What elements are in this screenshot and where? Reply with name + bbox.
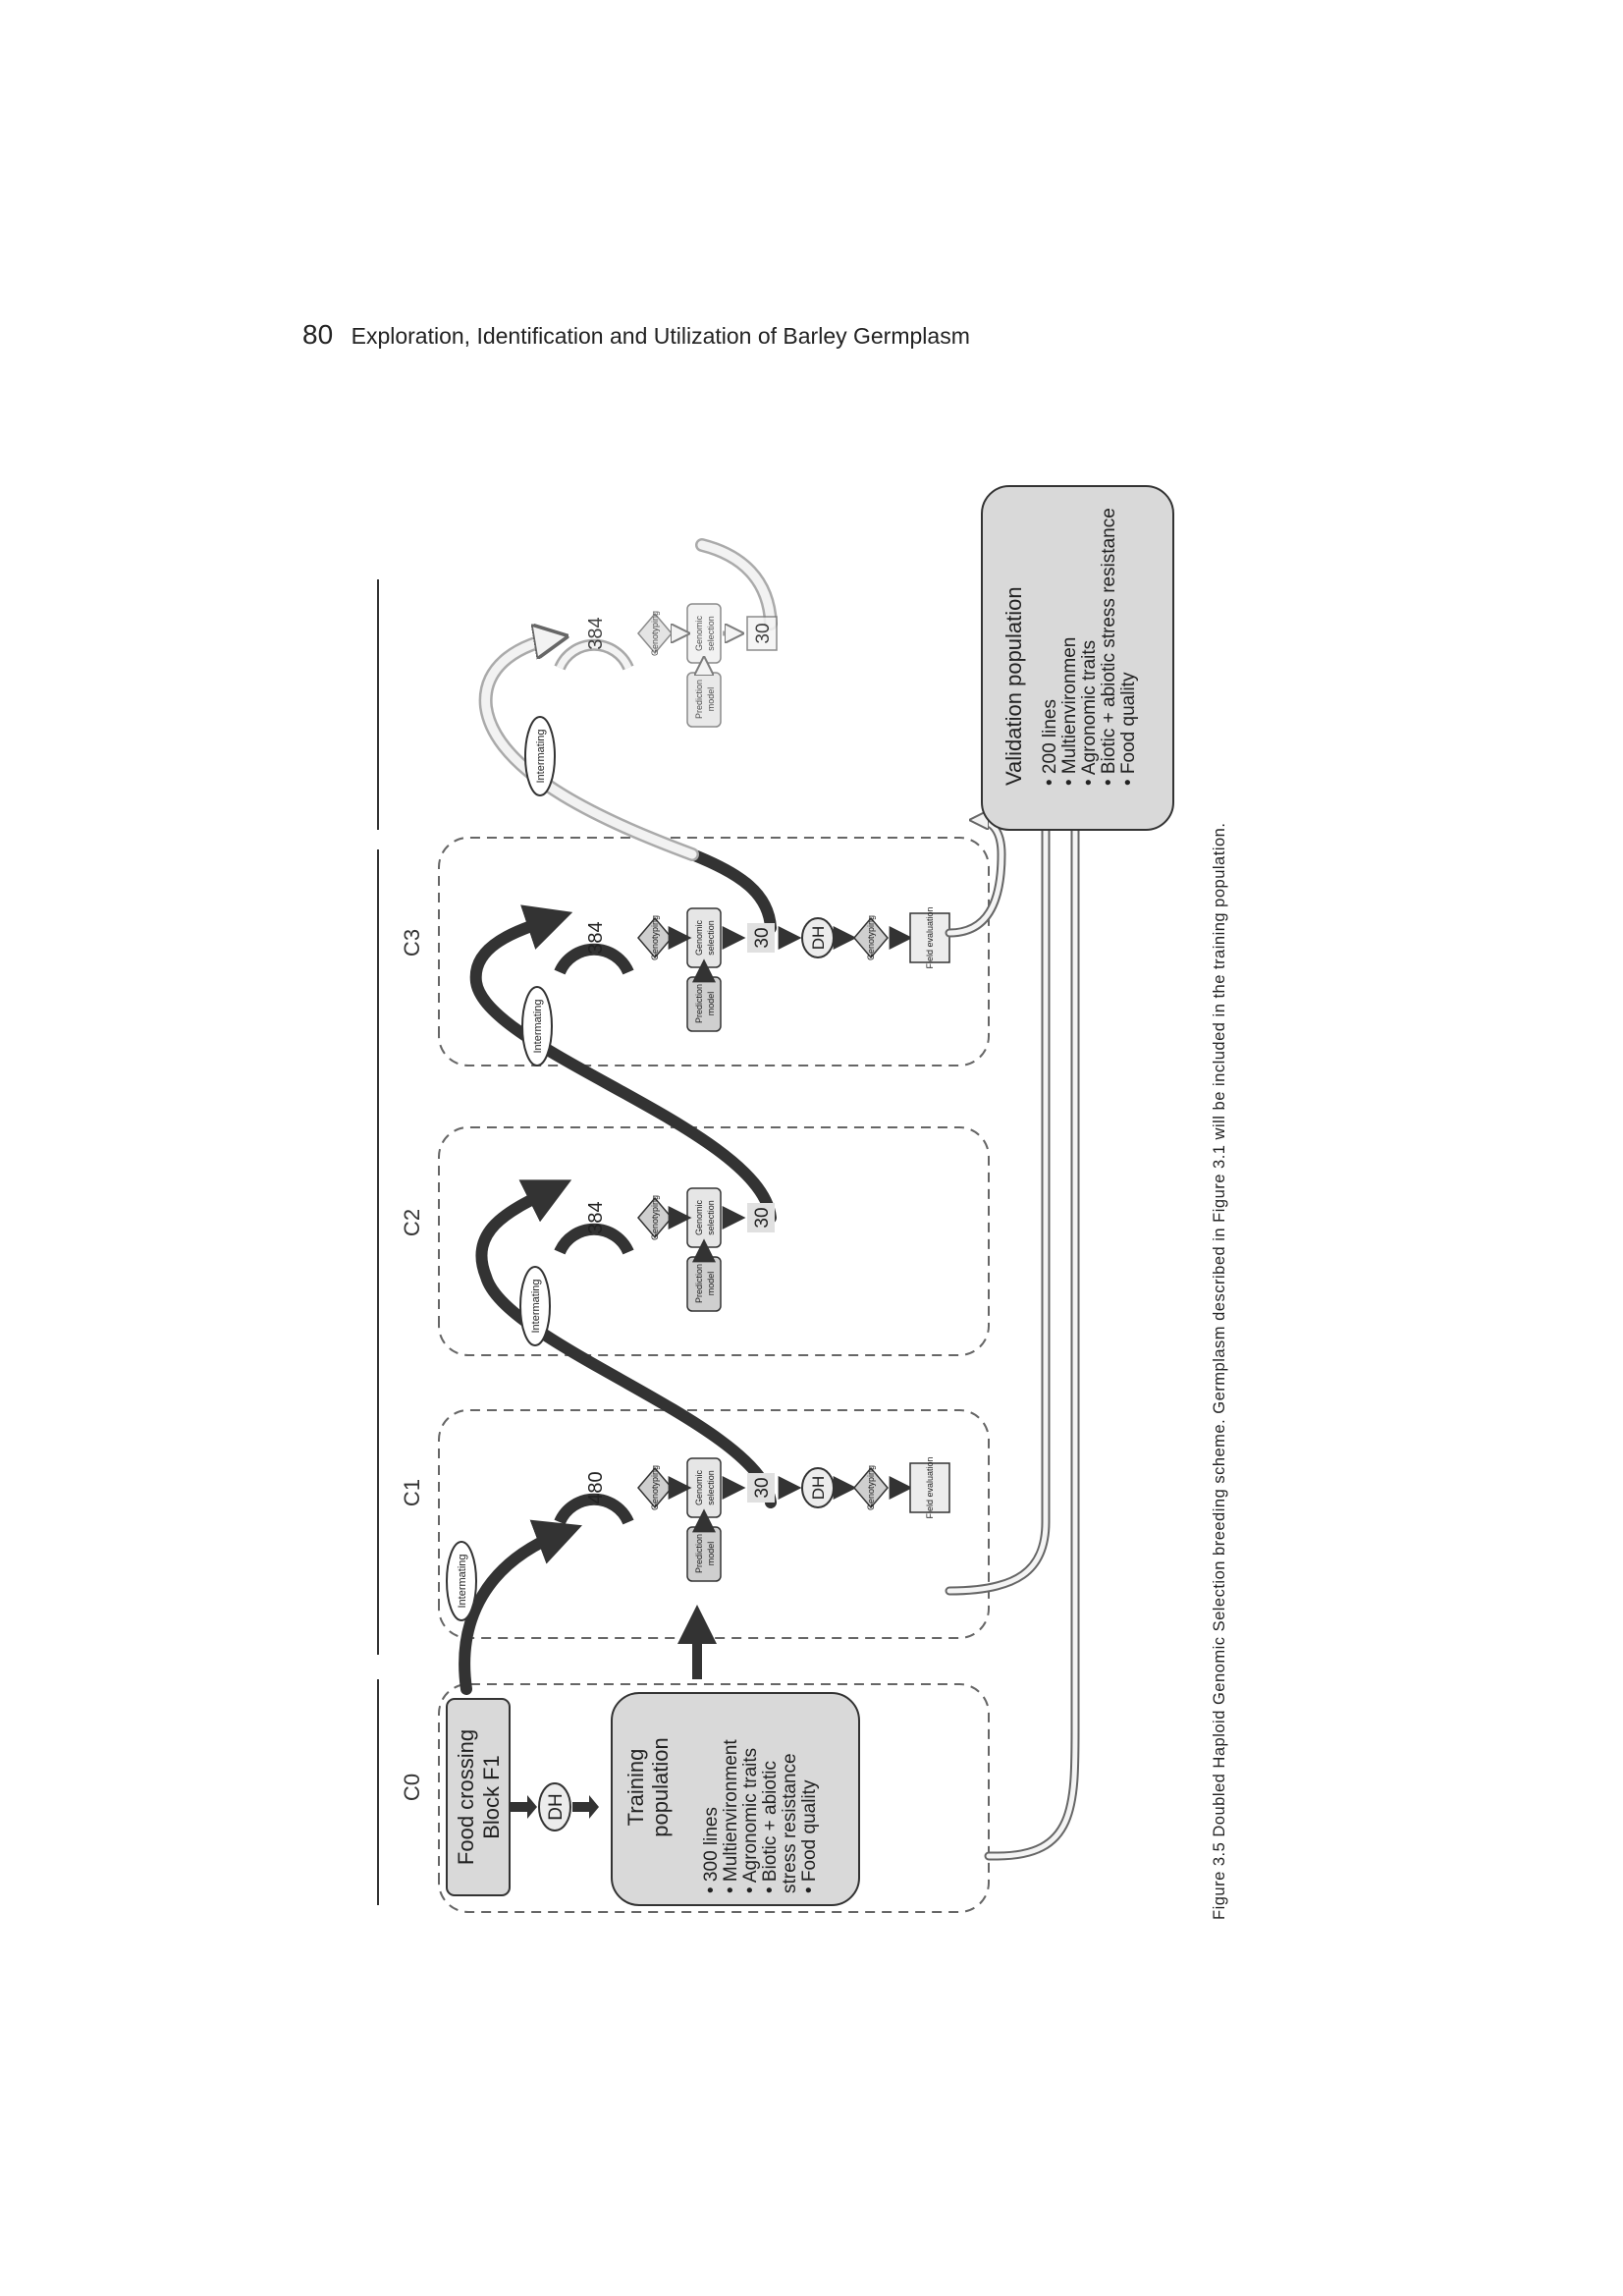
training-title-line1: Training [623,1748,648,1827]
c1-container [439,1410,989,1638]
selected-count: 30 [752,1207,773,1229]
running-title: Exploration, Identification and Utilization of Barley Germplasm [351,323,970,349]
training-item: • Agronomic traits [740,1747,761,1893]
field-evaluation-label: Field evaluation [925,1456,935,1519]
intermating-c4-label: Intermating [535,729,547,784]
dh-label: DH [809,1475,828,1501]
population-label: 480 [585,1471,607,1504]
food-crossing-line2: Block F1 [479,1755,504,1839]
validation-item: • Biotic + abiotic stress resistance [1099,508,1119,786]
genotyping-label: Genotyping [650,1194,660,1241]
arrow-icon [511,1795,537,1819]
prediction-model-line2: model [706,991,716,1016]
column-label-c0: C0 [400,1773,424,1802]
population-label: 384 [585,921,607,955]
prediction-model-line1: Prediction [694,679,704,720]
genomic-selection-line1: Genomic [694,615,704,652]
cycle-c1 [560,1456,949,1581]
validation-title: Validation population [1001,586,1026,786]
training-item: • Food quality [799,1779,820,1893]
genotyping2-label: Genotyping [866,914,876,961]
genotyping-label: Genotyping [650,914,660,961]
intermating-c1 [447,1542,476,1620]
c1-to-c2-intermating-curve [481,1188,771,1506]
training-item: stress resistance [780,1753,800,1893]
figure-caption: Figure 3.5 Doubled Haploid Genomic Selection breeding scheme. Germplasm described in Figure 3.1 will be included in the training population. [1211,822,1228,1920]
genomic-selection-line2: selection [706,920,716,956]
validation-population-box [982,486,1173,830]
training-item: • 300 lines [701,1807,722,1893]
intermating-c4 [525,717,555,795]
intermating-c2 [520,1267,550,1345]
training-item: • Biotic + abiotic [760,1761,781,1893]
prediction-model-line2: model [706,1541,716,1566]
genotyping-label: Genotyping [650,1464,660,1511]
population-label: 384 [585,617,607,650]
cycle-c3 [560,906,949,1031]
intermating-c3 [522,987,552,1066]
next-cycle-curve [486,638,692,854]
column-label-c3: C3 [400,928,424,957]
intermating-c1-label: Intermating [457,1554,468,1609]
validation-item: • Food quality [1118,672,1139,786]
validation-item: • Multienvironmen [1059,636,1080,786]
column-label-c1: C1 [400,1478,424,1507]
intermating-c2-label: Intermating [530,1279,542,1334]
validation-item: • 200 lines [1040,699,1060,786]
arrow-icon [572,1795,599,1819]
prediction-model-box [687,673,721,727]
prediction-model-box [687,977,721,1031]
training-population-box [612,1693,859,1905]
training-item: • Multienvironment [721,1739,741,1893]
c0-to-validation-arrow [989,732,1075,1856]
intermating-c3-label: Intermating [532,999,544,1054]
selected-count: 30 [753,623,774,644]
genomic-selection-line1: Genomic [694,1469,704,1506]
genomic-selection-line2: selection [706,1470,716,1505]
prediction-model-box [687,1527,721,1581]
prediction-model-line1: Prediction [694,983,704,1024]
selected-count: 30 [752,927,773,949]
validation-item: • Agronomic traits [1079,639,1100,786]
column-label-c2: C2 [400,1208,424,1237]
genomic-selection-line1: Genomic [694,1199,704,1236]
genomic-selection-line1: Genomic [694,919,704,957]
prediction-model-line1: Prediction [694,1263,704,1304]
food-crossing-box [447,1699,510,1895]
population-label: 384 [585,1201,607,1234]
c0-to-c1-intermating-curve [464,1532,565,1689]
food-crossing-line1: Food crossing [454,1728,478,1866]
selected-count: 30 [752,1477,773,1499]
c0-dh-label: DH [546,1793,567,1821]
field-evaluation-label: Field evaluation [925,906,935,969]
genomic-selection-line2: selection [706,1200,716,1235]
prediction-model-line2: model [706,686,716,712]
page-number: 80 [302,319,334,350]
dh-label: DH [809,925,828,951]
c0-dh-node [539,1783,570,1831]
genotyping-label: Genotyping [650,610,660,657]
cycle-c4 [560,604,777,727]
genomic-selection-line2: selection [706,616,716,651]
training-title-line2: population [648,1737,673,1837]
prediction-model-line1: Prediction [694,1533,704,1574]
prediction-model-line2: model [706,1271,716,1296]
genotyping2-label: Genotyping [866,1464,876,1511]
cycle-c2 [560,1188,775,1311]
prediction-model-box [687,1257,721,1311]
